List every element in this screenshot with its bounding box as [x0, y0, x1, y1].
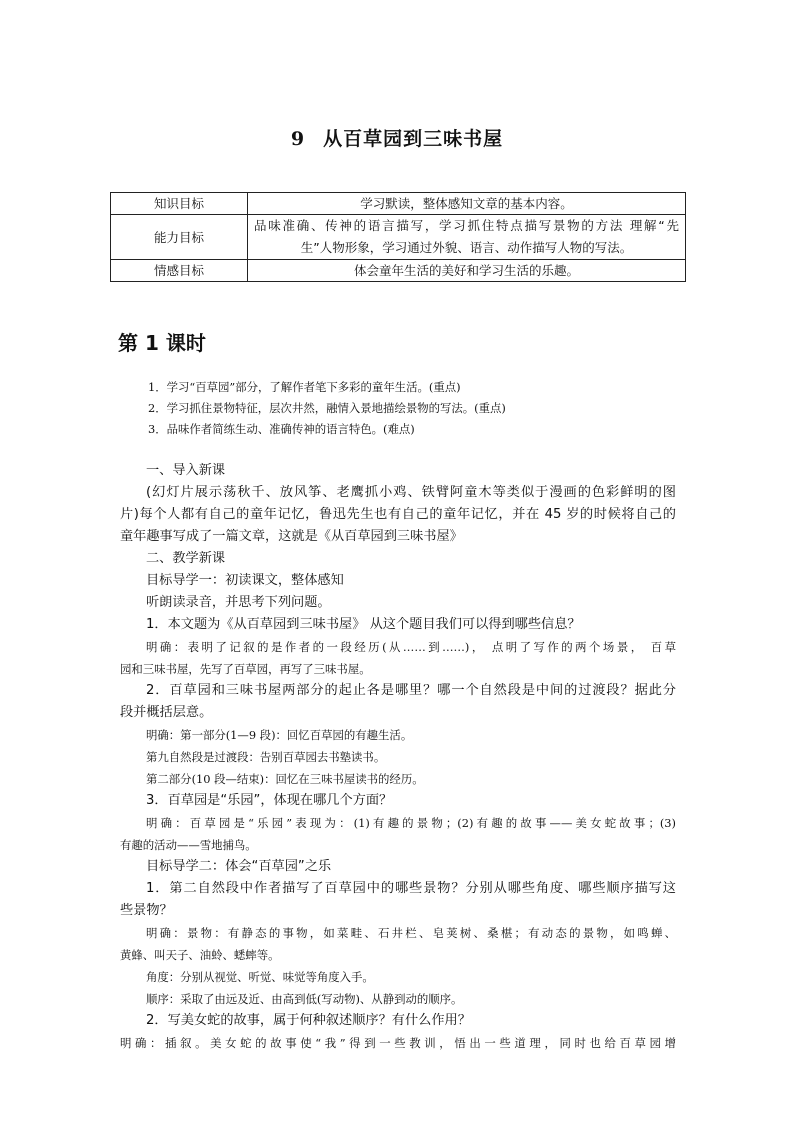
answer-line: 明确：景物：有静态的事物，如菜畦、石井栏、皂荚树、桑椹；有动态的景物，如鸣蝉、: [146, 926, 676, 940]
answer-line: 明确：插叙。美女蛇的故事使“我”得到一些教训，悟出一些道理，同时也给百草园增: [120, 1036, 676, 1050]
answer-line: 顺序：采取了由远及近、由高到低(写动物)、从静到动的顺序。: [146, 992, 463, 1006]
lesson-number: 9: [290, 128, 306, 150]
paragraph-line: 片)每个人都有自己的童年记忆，鲁迅先生也有自己的童年记忆，并在 45 岁的时候将自己的: [120, 507, 676, 522]
table-row: [111, 215, 686, 260]
goal-label: 情感目标: [111, 260, 248, 282]
question: 段并概括层意。: [120, 705, 213, 720]
goal-text: [248, 215, 686, 260]
answer-line: 第二部分(10 段—结束)：回忆在三味书屋读书的经历。: [146, 772, 424, 786]
goal-text: 体会童年生活的美好和学习生活的乐趣。: [248, 260, 686, 282]
guide-heading: 目标导学二：体会“百草园”之乐: [146, 859, 332, 874]
objective-item: 3．品味作者简练生动、准确传神的语言特色。(难点): [148, 422, 415, 436]
question: 些景物？: [120, 903, 173, 918]
page-title: [0, 124, 794, 151]
objective-item: 2．学习抓住景物特征，层次井然，融情入景地描绘景物的写法。(重点): [148, 401, 506, 415]
answer-line: 有趣的活动——雪地捕鸟。: [120, 838, 257, 852]
goal-text-line: 品味准确、传神的语言描写，学习抓住特点描写景物的方法 理解“先: [254, 218, 679, 233]
answer-line: 园和三味书屋，先写了百草园，再写了三味书屋。: [120, 662, 371, 676]
answer-line: 第九自然段是过渡段：告别百草园去书塾读书。: [146, 750, 386, 764]
guide-heading: 目标导学一：初读课文，整体感知: [146, 573, 344, 588]
question: 2．写美女蛇的故事，属于何种叙述顺序？有什么作用？: [146, 1013, 471, 1028]
answer-line: 明确：百草园是“乐园”表现为：(1)有趣的景物；(2)有趣的故事——美女蛇故事；(3): [146, 816, 676, 830]
goal-label: 知识目标: [111, 193, 248, 215]
answer-line: 明确：第一部分(1—9 段)：回忆百草园的有趣生活。: [146, 728, 413, 742]
section-heading: 一、导入新课: [146, 463, 226, 478]
question: 1．第二自然段中作者描写了百草园中的哪些景物？分别从哪些角度、哪些顺序描写这: [146, 881, 676, 896]
question: 1．本文题为《从百草园到三味书屋》 从这个题目我们可以得到哪些信息？: [146, 617, 581, 632]
lesson-heading: 第 1 课时: [118, 331, 206, 355]
lesson-body: [120, 460, 676, 1054]
lesson-title: 从百草园到三味书屋: [323, 128, 504, 150]
answer-line: 明确：表明了记叙的是作者的一段经历(从……到……)， 点明了写作的两个场景， 百草: [146, 640, 676, 654]
question: 3．百草园是“乐园”，体现在哪几个方面？: [146, 793, 393, 808]
goal-label: 能力目标: [111, 215, 248, 260]
table-row: [111, 193, 686, 215]
section-heading: 二、教学新课: [146, 551, 226, 566]
answer-line: 角度：分别从视觉、听觉、味觉等角度入手。: [146, 970, 374, 984]
paragraph-line: 听朗读录音，并思考下列问题。: [146, 595, 331, 610]
paragraph-line: 童年趣事写成了一篇文章，这就是《从百草园到三味书屋》: [120, 529, 463, 544]
goals-table: [110, 192, 686, 282]
paragraph-line: (幻灯片展示荡秋千、放风筝、老鹰抓小鸡、铁臂阿童木等类似于漫画的色彩鲜明的图: [146, 485, 676, 500]
goal-text-line: 生”人物形象，学习通过外貌、语言、动作描写人物的写法。: [300, 240, 633, 255]
answer-line: 黄蜂、叫天子、油蛉、蟋蟀等。: [120, 948, 280, 962]
goal-text: 学习默读，整体感知文章的基本内容。: [248, 193, 686, 215]
objective-item: 1．学习“百草园”部分，了解作者笔下多彩的童年生活。(重点): [148, 380, 461, 394]
table-row: [111, 260, 686, 282]
objectives-list: [148, 377, 506, 440]
question: 2．百草园和三味书屋两部分的起止各是哪里？哪一个自然段是中间的过渡段？据此分: [146, 683, 676, 698]
